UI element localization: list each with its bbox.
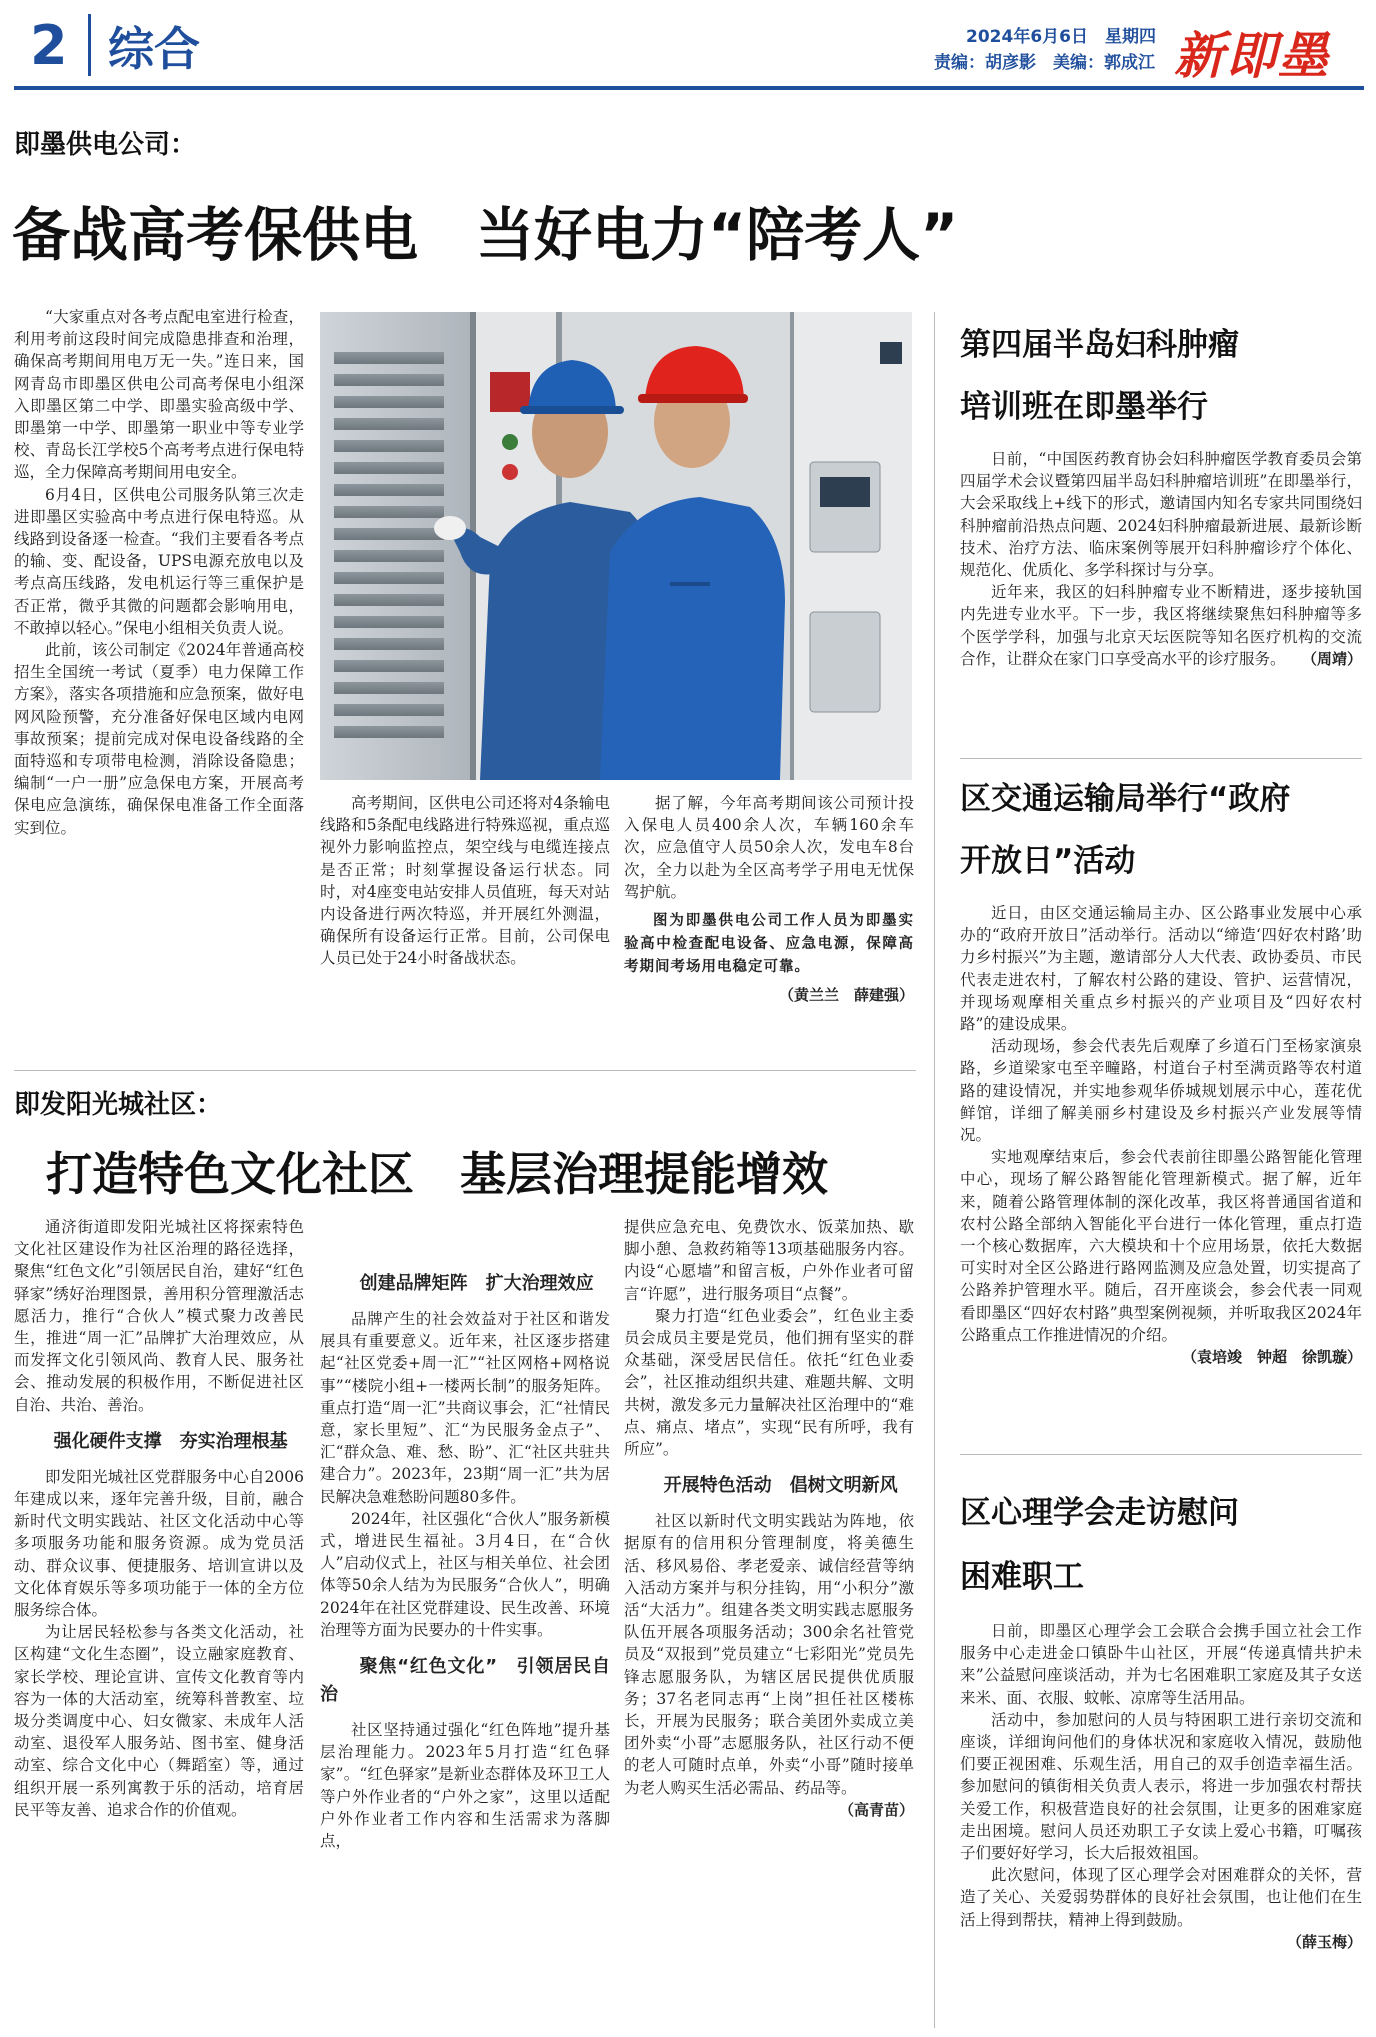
paragraph: 此前，该公司制定《2024年普通高校招生全国统一考试（夏季）电力保障工作方案》，落实各项措施和应急预案，做好电网风险预警，充分准备好保电区域内电网事故预案；提前完成对保电设备线路的全面特巡和专项带电检测，消除设备隐患；编制“一户一册”应急保电方案，开展高考保电应急演练，确保保电准备工作全面落实到位。 [14,641,304,837]
article1-column-3 [624,792,914,1028]
article1-kicker: 即墨供电公司： [14,130,197,160]
side2-credit: （袁培竣 钟超 徐凯璇） [1181,1348,1362,1367]
masthead-rule [14,86,1364,90]
subheading: 聚焦“红色文化” 引领居民自治 [320,1656,610,1706]
side-divider [960,758,1362,759]
editors: 责编：胡彦影 美编：郭成江 [934,53,1155,73]
paragraph: 近日，由区交通运输局主办、区公路事业发展中心承办的“政府开放日”活动举行。活动以“缔造‘四好农村路’助力乡村振兴”为主题，邀请部分人大代表、政协委员、市民代表走进农村，了解农村公路的建设、管护、运营情况，并现场观摩相关重点乡村振兴的产业项目及“四好农村路”的建设成果。 [960,904,1362,1034]
side1-body [960,448,1362,748]
side1-credit: （周靖） [1301,650,1362,669]
side2-body [960,902,1362,1442]
side2-title-line1: 区交通运输局举行“政府 [960,781,1291,817]
subheading: 强化硬件支撑 夯实治理根基 [53,1430,288,1452]
subheading: 开展特色活动 倡树文明新风 [663,1475,898,1497]
article2-column-1 [14,1216,304,2028]
subheading: 创建品牌矩阵 扩大治理效应 [359,1273,594,1294]
article2-column-2 [320,1216,610,2028]
paragraph: 即发阳光城社区党群服务中心自2006年建成以来，逐年完善升级，目前，融合新时代文明实践站、社区文化活动中心等多项服务功能和服务资源。成为党员活动、群众议事、便捷服务、培训宣讲以及文化体育娱乐等多项功能于一体的全方位服务综合体。 [14,1467,304,1620]
paragraph: 实地观摩结束后，参会代表前往即墨公路智能化管理中心，现场了解公路智能化管理新模式。据了解，近年来，随着公路管理体制的深化改革，我区将普通国省道和农村公路全部纳入智能化平台进行一体化管理，重点打造一个核心数据库，六大模块和十个应用场景，依托大数据可实时对全区公路进行路网监测及应急处置，切实提高了公路养护管理水平。随后，召开座谈会，参会代表一同观看即墨区“四好农村路”典型案例视频，并听取我区2024年公路重点工作推进情况的介绍。 [960,1148,1362,1344]
paragraph: 活动现场，参会代表先后观摩了乡道石门至杨家演泉路，乡道梁家屯至辛疃路，村道台子村至满贡路等农村道路的建设情况，并实地参观华侨城规划展示中心，莲花优鲜馆，详细了解美丽乡村建设及乡村振兴产业发展等情况。 [960,1037,1362,1145]
masthead-divider [88,14,91,76]
paragraph: 此次慰问，体现了区心理学会对困难群众的关怀，营造了关心、关爱弱势群体的良好社会氛围，也让他们在生活上得到帮扶，精神上得到鼓励。 [960,1866,1362,1929]
article2-column-3 [624,1216,914,2028]
side-divider [960,1454,1362,1455]
paragraph: 活动中，参加慰问的人员与特困职工进行亲切交流和座谈，详细询问他们的身体状况和家庭收入情况，鼓励他们要正视困难、乐观生活，用自己的双手创造幸福生活。参加慰问的镇街相关负责人表示，将进一步加强农村帮扶关爱工作，积极营造良好的社会氛围，让更多的困难家庭走出困境。慰问人员还劝职工子女读上爱心书籍，叮嘱孩子们要好好学习，长大后报效祖国。 [960,1710,1362,1863]
article1-headline: 备战高考保供电 当好电力“陪考人” [12,201,959,269]
section-name: 综合 [108,22,200,76]
article1-photo [320,312,912,780]
article1-column-1 [14,306,304,1028]
paragraph: 聚力打造“红色业委会”，红色业主委员会成员主要是党员，他们拥有坚实的群众基础，深受居民信任。依托“红色业委会”，社区推动组织共建、难题共解、文明共树，激发多元力量解决社区治理中的“难点、痛点、堵点”，实现“民有所呼，我有所应”。 [624,1306,914,1459]
side3-title-line1: 区心理学会走访慰问 [960,1495,1239,1531]
column-rule [934,312,935,2028]
side3-title-line2: 困难职工 [960,1559,1084,1595]
newspaper-logo: 新即墨 [1174,26,1330,85]
side2-title-line2: 开放日”活动 [960,843,1136,879]
article1-credit: （黄兰兰 薛建强） [778,986,914,1005]
paragraph: 日前，即墨区心理学会工会联合会携手国立社会工作服务中心走进金口镇卧牛山社区，开展“传递真情共护未来”公益慰问座谈活动，并为七名困难职工家庭及其子女送来米、面、衣服、蚊帐、凉席等生活用品。 [960,1622,1362,1707]
masthead [0,0,1376,88]
paragraph: 社区坚持通过强化“红色阵地”提升基层治理能力。2023年5月打造“红色驿家”。“红色驿家”是新业态群体及环卫工人等户外作业者的“户外之家”，这里以适配户外作业者工作内容和生活需求为落脚点， [320,1721,610,1851]
article2-headline: 打造特色文化社区 基层治理提能增效 [46,1147,828,1201]
paragraph: 据了解，今年高考期间该公司预计投入保电人员400余人次，车辆160余车次，应急值守人员50余人次，发电车8台次，全力以赴为全区高考学子用电无忧保驾护航。 [624,794,914,901]
paragraph: 6月4日，区供电公司服务队第三次走进即墨区实验高中考点进行保电特巡。从线路到设备逐一检查。“我们主要看各考点的输、变、配设备，UPS电源充放电以及考点高压线路，发电机运行等三重保护是否正常，微乎其微的问题都会影响用电，不敢掉以轻心。”保电小组相关负责人说。 [14,485,304,637]
side1-title-line1: 第四届半岛妇科肿瘤 [960,327,1239,363]
side3-credit: （薛玉梅） [1286,1932,1362,1951]
article2-kicker: 即发阳光城社区： [14,1090,223,1120]
side3-body [960,1620,1362,2028]
paragraph: “大家重点对各考点配电室进行检查，利用考前这段时间完成隐患排查和治理，确保高考期间用电万无一失。”连日来，国网青岛市即墨区供电公司高考保电小组深入即墨区第二中学、即墨实验高级中学、即墨第一中学、即墨第一职业中等专业学校、青岛长江学校5个高考考点进行保电特巡，全力保障高考期间用电安全。 [14,308,304,482]
issue-date: 2024年6月6日 星期四 [966,27,1156,47]
side1-title-line2: 培训班在即墨举行 [960,389,1208,425]
paragraph: 提供应急充电、免费饮水、饭菜加热、歇脚小憩、急救药箱等13项基础服务内容。内设“心愿墙”和留言板，户外作业者可留言“许愿”，进行服务项目“点餐”。 [624,1218,914,1303]
article-divider [14,1070,916,1071]
article1-column-2 [320,792,610,1028]
paragraph: 社区以新时代文明实践站为阵地，依据原有的信用积分管理制度，将美德生活、移风易俗、孝老爱亲、诚信经营等纳入活动方案并与积分挂钩，用“小积分”激活“大活力”。组建各类文明实践志愿服务队伍开展各项服务活动；300余名社管党员及“双报到”党员建立“七彩阳光”党员先锋志愿服务队，为辖区居民提供优质服务；37名老同志再“上岗”担任社区楼栋长，开展为民服务；联合美团外卖成立美团外卖“小哥”志愿服务队，社区行动不便的老人可随时点单，外卖“小哥”随时接单为老人购买生活必需品、药品等。 [624,1512,914,1797]
paragraph: 2024年，社区强化“合伙人”服务新模式，增进民生福祉。3月4日，在“合伙人”启动仪式上，社区与相关单位、社会团体等50余人结为为民服务“合伙人”，明确2024年在社区党群建设、民生改善、环境治理等方面为民要办的十件实事。 [320,1509,610,1639]
paragraph: 高考期间，区供电公司还将对4条输电线路和5条配电线路进行特殊巡视，重点巡视外力影响监控点，架空线与电缆连接点是否正常；时刻掌握设备运行状态。同时，对4座变电站安排人员值班，每天对站内设备进行两次特巡，并开展红外测温，确保所有设备运行正常。目前，公司保电人员已处于24小时备战状态。 [320,794,610,968]
article2-credit: （高青苗） [838,1800,914,1819]
page-number: 2 [30,14,68,77]
paragraph: 近年来，我区的妇科肿瘤专业不断精进，逐步接轨国内先进专业水平。下一步，我区将继续聚焦妇科肿瘤等多个医学学科，加强与北京天坛医院等知名医疗机构的交流合作，让群众在家门口享受高水平的诊疗服务。 [960,583,1362,668]
paragraph: 品牌产生的社会效益对于社区和谐发展具有重要意义。近年来，社区逐步搭建起“社区党委+周一汇”“社区网格+网格说事”“楼院小组+一楼两长制”的服务矩阵。重点打造“周一汇”共商议事会，汇“社情民意，家长里短”、汇“为民服务金点子”、汇“群众急、难、愁、盼”、汇“社区共驻共建合力”。2023年，23期“周一汇”共为居民解决急难愁盼问题80多件。 [320,1310,610,1506]
paragraph: 为让居民轻松参与各类文化活动，社区构建“文化生态圈”，设立融家庭教育、家长学校、理论宣讲、宣传文化教育等内容为一体的大活动室，统筹科普教室、垃圾分类调度中心、妇女微家、未成年人活动室、退役军人服务站、图书室、健身活动室、综合文化中心（舞蹈室）等，通过组织开展一系列寓教于乐的活动，培育居民平等友善、追求合作的价值观。 [14,1623,304,1819]
paragraph: 通济街道即发阳光城社区将探索特色文化社区建设作为社区治理的路径选择，聚焦“红色文化”引领居民自治，建好“红色驿家”绣好治理图景，善用积分管理激活志愿活力，推行“合伙人”模式聚力改善民生，推进“周一汇”品牌扩大治理效应，从而发挥文化引领风尚、教育人民、服务社会、推动发展的积极作用，不断促进社区自治、共治、善治。 [14,1218,304,1414]
photo-caption: 图为即墨供电公司工作人员为即墨实验高中检查配电设备、应急电源，保障高考期间考场用电稳定可靠。 [624,912,914,976]
paragraph: 日前，“中国医药教育协会妇科肿瘤医学教育委员会第四届学术会议暨第四届半岛妇科肿瘤培训班”在即墨举行，大会采取线上+线下的形式，邀请国内知名专家共同围绕妇科肿瘤前沿热点问题、2024妇科肿瘤最新进展、最新诊断技术、治疗方法、临床案例等展开妇科肿瘤诊疗个体化、规范化、优质化、多学科探讨与分享。 [960,450,1362,580]
